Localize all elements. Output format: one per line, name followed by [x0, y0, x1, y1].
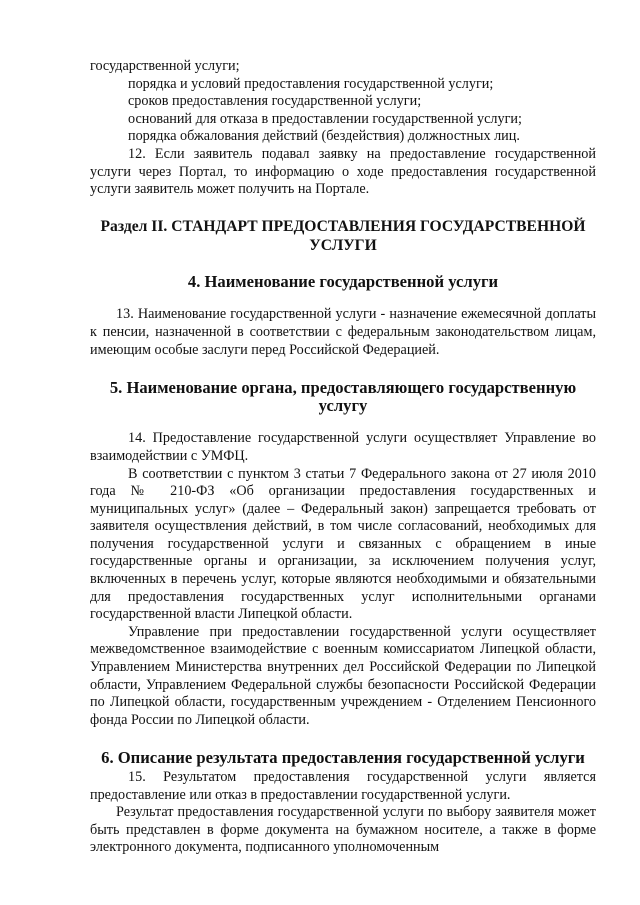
paragraph-15-result: Результат предоставления государственной услуги по выбору заявителя может быть представлен в форме документа на бумажном носителе, а также в форме электронного документа, подписанного уполномоченным [90, 804, 596, 856]
paragraph-12: 12. Если заявитель подавал заявку на предоставление государственной услуги через Портал, то информацию о ходе предоставления государственной услуги заявитель может получить на Портале. [90, 145, 596, 198]
paragraph-15: 15. Результатом предоставления государственной услуги является предоставление или отказ в предоставлении государственной услуги. [90, 769, 596, 803]
list-line: порядка обжалования действий (бездействия) должностных лиц. [128, 128, 520, 145]
list-line: оснований для отказа в предоставлении государственной услуги; [128, 110, 522, 127]
list-line: сроков предоставления государственной услуги; [128, 93, 422, 110]
paragraph-14: 14. Предоставление государственной услуги осуществляет Управление во взаимодействии с УМФЦ. [90, 430, 596, 464]
heading-6: 6. Описание результата предоставления государственной услуги [101, 748, 585, 768]
list-line: государственной услуги; [90, 58, 240, 74]
heading-4: 4. Наименование государственной услуги [187, 271, 499, 291]
list-line: порядка и условий предоставления государственной услуги; [128, 75, 494, 92]
heading-5: 5. Наименование органа, предоставляющего государственную услугу [109, 378, 577, 415]
paragraph-14-interaction: Управление при предоставлении государственной услуги осуществляет межведомственное взаимодействие с военным комиссариатом Липецкой области, Управлением Министерства внутренних дел Российской Федерации по Липецкой области, Управлением Федеральной службы безопасности Российской Федерации по Липецкой области, государственным учреждением - Отделением Пенсионного фонда России по Липецкой области. [90, 623, 596, 728]
section-title: Раздел II. СТАНДАРТ ПРЕДОСТАВЛЕНИЯ ГОСУДАРСТВЕННОЙ УСЛУГИ [100, 217, 586, 254]
document-page [90, 58, 596, 857]
paragraph-13: 13. Наименование государственной услуги - назначение ежемесячной доплаты к пенсии, назначенной в соответствии с федеральным законодательством лицам, имеющим особые заслуги перед Российской Федерацией. [90, 306, 596, 358]
paragraph-14-federal-law: В соответствии с пунктом 3 статьи 7 Федерального закона от 27 июля 2010 года № 210-ФЗ «Об организации предоставления государственных и муниципальных услуг» (далее – Федеральный закон) запрещается требовать от заявителя осуществления действий, в том числе согласований, необходимых для получения государственной услуги и связанных с обращением в иные государственные органы и организации, за исключением получения услуг, включенных в перечень услуг, которые являются необходимыми и обязательными для предоставления государственных услуг исполнительными органами государственной власти Липецкой области. [90, 465, 596, 623]
